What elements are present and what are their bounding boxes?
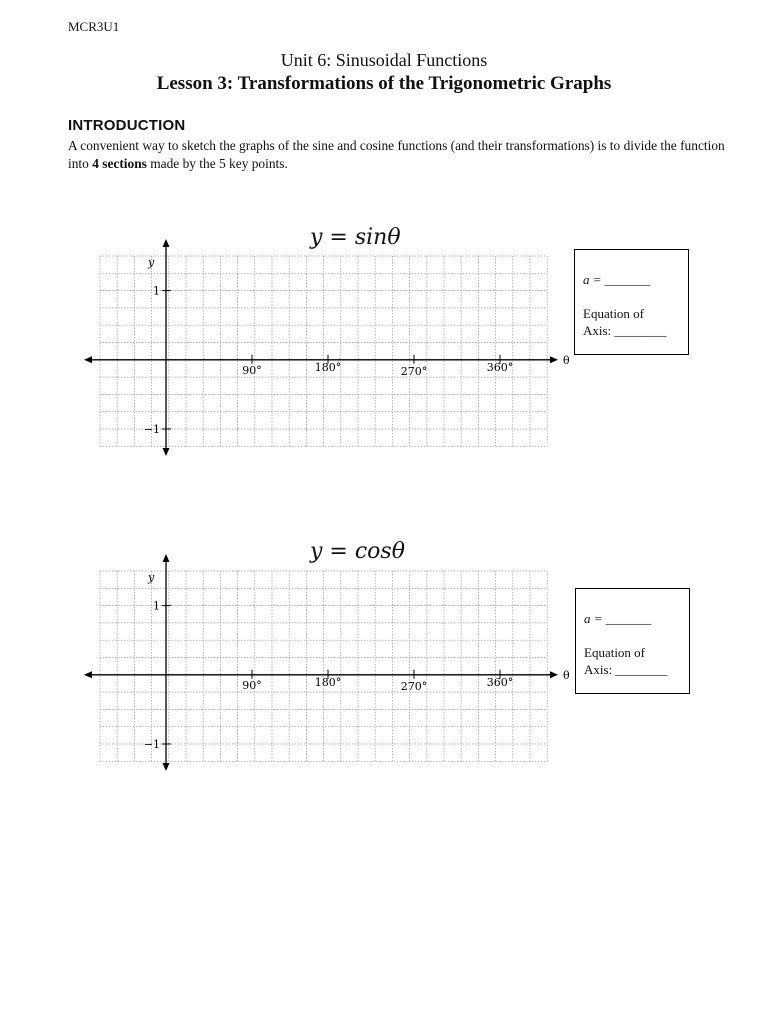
unit-label: Unit 6: xyxy=(280,50,332,70)
intro-text-start: A convenient way to sketch the graphs of the sine and cosine functions (and their transformations) is to divide the function into xyxy=(68,138,725,171)
intro-text-bold: 4 sections xyxy=(92,156,147,171)
cosine-x-axis-right-arrow xyxy=(550,671,558,678)
sine-y-axis-top-arrow xyxy=(163,239,170,247)
sine-x-tick-label: 360° xyxy=(486,360,514,374)
cosine-x-tick-label: 180° xyxy=(314,675,342,689)
sine-amplitude-field[interactable]: a = _______ xyxy=(583,272,651,287)
introduction-paragraph xyxy=(68,137,728,173)
sine-x-axis-left-arrow xyxy=(84,356,92,363)
sine-y-axis-label: y xyxy=(148,256,155,269)
sine-grid-lines xyxy=(100,256,547,446)
cosine-grid-lines xyxy=(100,571,547,761)
sine-x-tick-label: 90° xyxy=(242,363,262,377)
sine-y-tick-label: −1 xyxy=(143,423,160,436)
cosine-amplitude-field[interactable]: a = _______ xyxy=(584,611,652,626)
cosine-x-tick-label: 360° xyxy=(486,675,514,689)
sine-y-axis-bottom-arrow xyxy=(163,448,170,456)
cosine-y-axis-top-arrow xyxy=(163,554,170,562)
sine-x-axis-right-arrow xyxy=(550,356,558,363)
cosine-eq-line1: Equation of xyxy=(584,645,646,660)
cosine-x-tick-label: 90° xyxy=(242,678,262,692)
sine-eq-line1: Equation of xyxy=(583,306,645,321)
unit-title: Sinusoidal Functions xyxy=(335,50,488,70)
cosine-info-box xyxy=(575,588,690,694)
sine-equation-of-axis[interactable] xyxy=(583,305,683,339)
cosine-equation-of-axis[interactable] xyxy=(584,644,684,678)
sine-x-axis-label: θ xyxy=(563,353,570,367)
cosine-y-tick-label: −1 xyxy=(143,738,160,751)
sine-eq-line2: Axis: ________ xyxy=(583,323,667,338)
cosine-y-axis-label: y xyxy=(148,571,155,584)
cosine-graph-grid[interactable] xyxy=(80,553,580,775)
cosine-x-tick-label: 270° xyxy=(400,679,428,693)
cosine-graph-title: y = cosθ xyxy=(310,539,405,564)
cosine-x-axis-label: θ xyxy=(563,668,570,682)
introduction-heading: INTRODUCTION xyxy=(68,117,186,134)
sine-graph-grid[interactable] xyxy=(80,238,580,460)
sine-graph-title: y = sinθ xyxy=(310,225,401,250)
sine-y-tick-label: 1 xyxy=(153,284,160,298)
unit-heading xyxy=(0,50,768,71)
cosine-y-axis-bottom-arrow xyxy=(163,763,170,771)
intro-text-end: made by the 5 key points. xyxy=(146,156,288,171)
lesson-title: Lesson 3: Transformations of the Trigonometric Graphs xyxy=(156,73,612,94)
sine-x-tick-label: 180° xyxy=(314,360,342,374)
sine-info-box xyxy=(574,249,689,355)
sine-x-tick-label: 270° xyxy=(400,364,428,378)
course-code: MCR3U1 xyxy=(68,19,120,34)
cosine-y-tick-label: 1 xyxy=(153,599,160,613)
cosine-eq-line2: Axis: ________ xyxy=(584,662,668,677)
cosine-x-axis-left-arrow xyxy=(84,671,92,678)
